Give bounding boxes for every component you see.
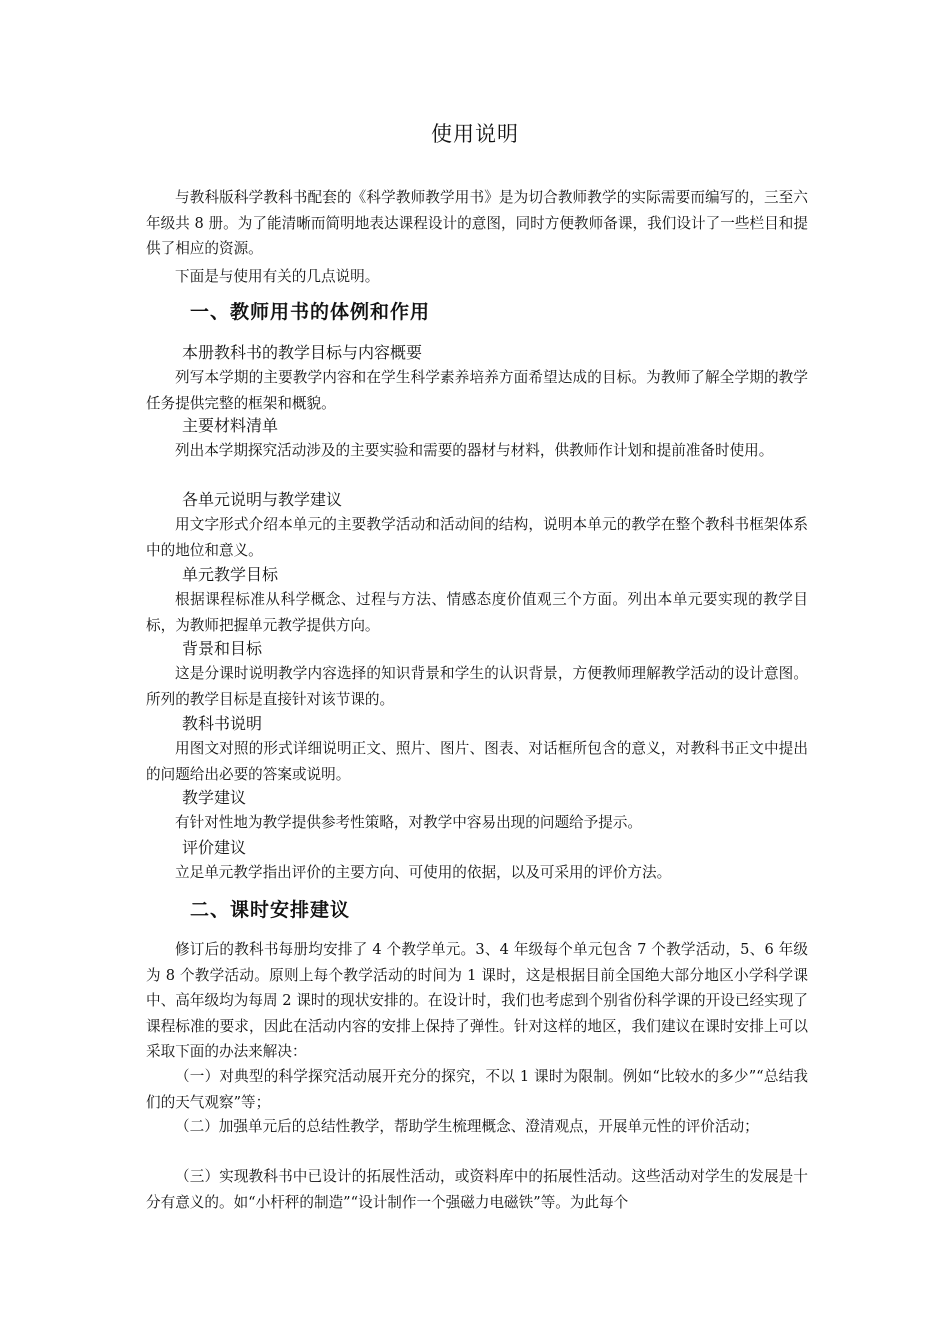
item-text: 列出本学期探究活动涉及的主要实验和需要的器材与材料，供教师作计划和提前准备时使用。 [175, 442, 774, 459]
item-heading: 单元教学目标 [182, 565, 279, 584]
item-heading: 评价建议 [182, 838, 247, 857]
item-text: 用图文对照的形式详细说明正文、照片、图片、图表、对话框所包含的意义，对教科书正文中提出的问题给出必要的答案或说明。 [146, 740, 808, 783]
body-paragraph: （二）加强单元后的总结性教学，帮助学生梳理概念、澄清观点，开展单元性的评价活动； [175, 1118, 759, 1135]
section-heading: 一、教师用书的体例和作用 [190, 301, 431, 323]
item-heading: 各单元说明与教学建议 [182, 490, 343, 509]
item-text: 列写本学期的主要教学内容和在学生科学素养培养方面希望达成的目标。为教师了解全学期的教学任务提供完整的框架和概貌。 [146, 369, 808, 412]
intro-paragraph: 与教科版科学教科书配套的《科学教师教学用书》是为切合教师教学的实际需要而编写的，三至六年级共 8 册。为了能清晰而简明地表达课程设计的意图，同时方便教师备课，我们设计了一些栏目和提供了相应的资源。 [146, 189, 808, 257]
body-paragraph: （一）对典型的科学探究活动展开充分的探究，不以 1 课时为限制。例如“比较水的多少”“总结我们的天气观察”等； [146, 1068, 808, 1111]
body-paragraph: 修订后的教科书每册均安排了 4 个教学单元。3、4 年级每个单元包含 7 个教学活动，5、6 年级为 8 个教学活动。原则上每个教学活动的时间为 1 课时，这是根据目前全国绝大部分地区小学科学课中、高年级均为每周 2 课时的现状安排的。在设计时，我们也考虑到个别省份科学课的开设已经实现了课程标准的要求，因此在活动内容的安排上保持了弹性。针对这样的地区，我们建议在课时安排上可以采取下面的办法来解决： [146, 941, 808, 1060]
item-text: 这是分课时说明教学内容选择的知识背景和学生的认识背景，方便教师理解教学活动的设计意图。所列的教学目标是直接针对该节课的。 [146, 665, 808, 708]
item-text: 用文字形式介绍本单元的主要教学活动和活动间的结构，说明本单元的教学在整个教科书框架体系中的地位和意义。 [146, 516, 808, 559]
item-heading: 本册教科书的教学目标与内容概要 [182, 343, 423, 362]
section-heading: 二、课时安排建议 [190, 899, 351, 921]
body-paragraph: （三）实现教科书中已设计的拓展性活动，或资料库中的拓展性活动。这些活动对学生的发展是十分有意义的。如“小杆秤的制造”“设计制作一个强磁力电磁铁”等。为此每个 [146, 1168, 808, 1211]
page-title: 使用说明 [431, 122, 519, 146]
intro-note: 下面是与使用有关的几点说明。 [175, 268, 380, 285]
item-heading: 教学建议 [182, 788, 247, 807]
item-heading: 背景和目标 [182, 639, 263, 658]
item-text: 根据课程标准从科学概念、过程与方法、情感态度价值观三个方面。列出本单元要实现的教学目标，为教师把握单元教学提供方向。 [146, 591, 808, 634]
item-text: 有针对性地为教学提供参考性策略，对教学中容易出现的问题给予提示。 [175, 814, 643, 831]
item-heading: 主要材料清单 [182, 416, 279, 435]
item-heading: 教科书说明 [182, 714, 263, 733]
item-text: 立足单元教学指出评价的主要方向、可使用的依据，以及可采用的评价方法。 [175, 864, 672, 881]
